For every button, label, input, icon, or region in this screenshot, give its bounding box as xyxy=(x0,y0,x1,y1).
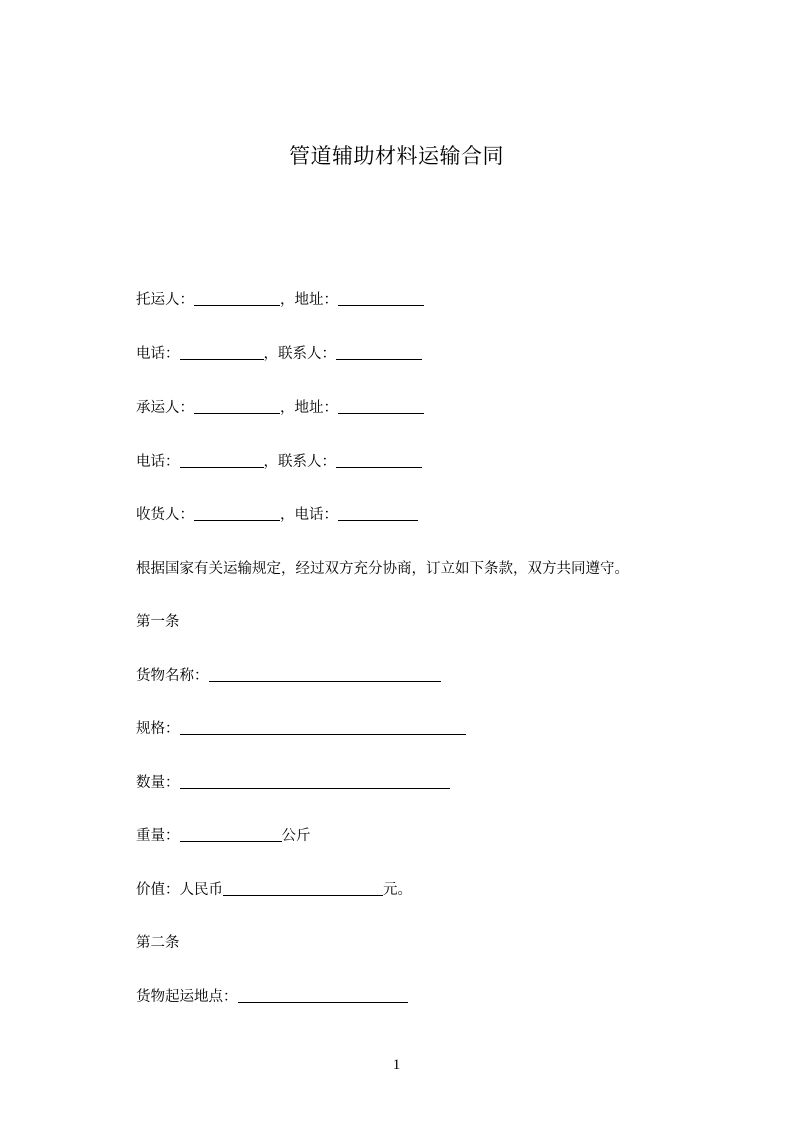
goods-name-line xyxy=(136,666,441,686)
value-field[interactable] xyxy=(223,881,383,896)
carrier-contact-label: ，联系人： xyxy=(263,454,336,470)
shipper-contact-field[interactable] xyxy=(336,345,422,360)
weight-unit: 公斤 xyxy=(281,828,311,844)
article-1-heading: 第一条 xyxy=(136,614,180,630)
consignee-label: 收货人： xyxy=(136,507,194,523)
origin-field[interactable] xyxy=(238,988,408,1003)
preamble-text: 根据国家有关运输规定，经过双方充分协商，订立如下条款，双方共同遵守。 xyxy=(136,561,629,577)
goods-name-field[interactable] xyxy=(209,667,441,682)
consignee-phone-label: ，电话： xyxy=(280,507,338,523)
carrier-name-field[interactable] xyxy=(194,399,280,414)
shipper-contact-line xyxy=(136,344,422,364)
shipper-name-field[interactable] xyxy=(194,291,280,306)
weight-field[interactable] xyxy=(180,827,282,842)
carrier-address-label: ，地址： xyxy=(280,400,338,416)
quantity-line xyxy=(136,773,450,793)
carrier-phone-label: 电话： xyxy=(136,454,180,470)
goods-name-label: 货物名称： xyxy=(136,668,209,684)
carrier-line xyxy=(136,398,424,418)
shipper-label: 托运人： xyxy=(136,292,194,308)
weight-line xyxy=(136,826,311,846)
shipper-phone-field[interactable] xyxy=(180,345,264,360)
consignee-name-field[interactable] xyxy=(194,506,280,521)
carrier-label: 承运人： xyxy=(136,400,194,416)
spec-line xyxy=(136,719,466,739)
document-title: 管道辅助材料运输合同 xyxy=(289,144,504,168)
value-unit: 元。 xyxy=(383,882,412,898)
value-label: 价值：人民币 xyxy=(136,882,223,898)
spec-label: 规格： xyxy=(136,721,180,737)
carrier-contact-field[interactable] xyxy=(336,453,422,468)
weight-label: 重量： xyxy=(136,828,180,844)
shipper-line xyxy=(136,290,424,310)
shipper-phone-label: 电话： xyxy=(136,346,180,362)
origin-line xyxy=(136,987,408,1007)
carrier-phone-field[interactable] xyxy=(180,453,264,468)
quantity-field[interactable] xyxy=(180,774,450,789)
shipper-contact-label: ，联系人： xyxy=(263,346,336,362)
consignee-phone-field[interactable] xyxy=(338,506,418,521)
shipper-address-label: ，地址： xyxy=(280,292,338,308)
quantity-label: 数量： xyxy=(136,775,180,791)
origin-label: 货物起运地点： xyxy=(136,989,238,1005)
carrier-contact-line xyxy=(136,452,422,472)
article-2-heading: 第二条 xyxy=(136,935,180,951)
shipper-address-field[interactable] xyxy=(338,291,424,306)
value-line xyxy=(136,880,412,900)
consignee-line xyxy=(136,505,418,525)
spec-field[interactable] xyxy=(180,720,466,735)
carrier-address-field[interactable] xyxy=(338,399,424,414)
page-number: 1 xyxy=(392,1057,401,1073)
